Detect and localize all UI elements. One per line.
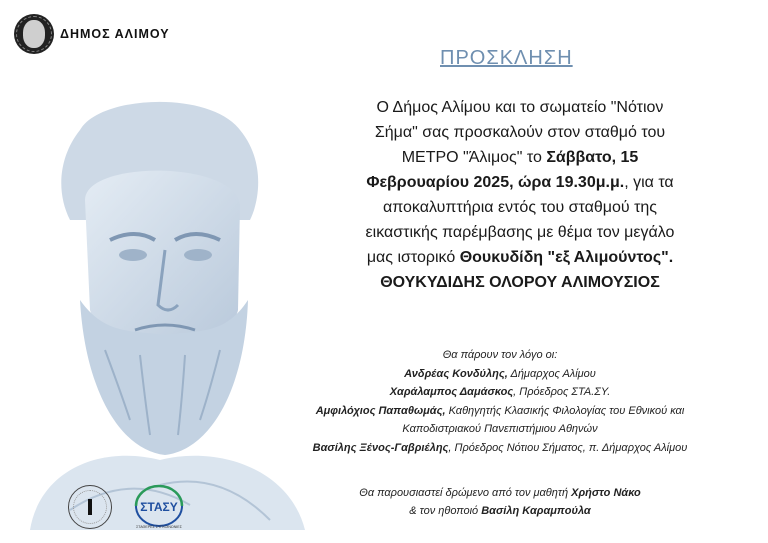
performance-text: & τον ηθοποιό bbox=[409, 505, 482, 517]
speaker-name: Αμφιλόχιος Παπαθωμάς, bbox=[315, 404, 446, 417]
speaker-name: Ανδρέας Κονδύλης, bbox=[404, 367, 508, 380]
performer-name: Βασίλη Καραμπούλα bbox=[481, 505, 591, 517]
invitation-text: , για τα bbox=[624, 174, 674, 191]
invitation-line: εικαστικής παρέμβασης με θέμα τον μεγάλο bbox=[365, 224, 675, 241]
stasy-logo bbox=[132, 484, 186, 530]
municipality-logo bbox=[14, 14, 170, 54]
invitation-text: μας ιστορικό bbox=[366, 249, 460, 266]
inscription: ΘΟΥΚΥΔΙΔΗΣ ΟΛΟΡΟΥ ΑΛΙΜΟΥΣΙΟΣ bbox=[380, 274, 660, 291]
speaker-row bbox=[250, 402, 750, 421]
performance-line bbox=[300, 484, 700, 502]
performance-note bbox=[300, 484, 700, 520]
invitation-title: ΠΡΟΣΚΛΗΣΗ bbox=[440, 47, 573, 69]
invitation-line bbox=[300, 270, 740, 295]
invitation-body bbox=[300, 95, 740, 295]
municipality-name: ΔΗΜΟΣ ΑΛΙΜΟΥ bbox=[60, 27, 170, 41]
invitation-line bbox=[300, 145, 740, 170]
invitation-line bbox=[300, 245, 740, 270]
subject-name: Θουκυδίδη "εξ Αλιμούντος". bbox=[459, 249, 674, 266]
invitation-line: Ο Δήμος Αλίμου και το σωματείο "Νότιον bbox=[376, 99, 664, 116]
event-date-time: Φεβρουαρίου 2025, ώρα 19.30μ.μ. bbox=[366, 174, 625, 191]
speaker-role-continued: Καποδιστριακού Πανεπιστήμιου Αθηνών bbox=[402, 423, 598, 435]
speaker-role: Καθηγητής Κλασικής Φιλολογίας του Εθνικού και bbox=[445, 404, 685, 417]
speaker-row bbox=[250, 365, 750, 384]
speakers-intro: Θα πάρουν τον λόγο οι: bbox=[442, 349, 558, 361]
association-seal-icon bbox=[68, 485, 112, 529]
speakers-list bbox=[250, 346, 750, 457]
speaker-name: Βασίλης Ξένος-Γαβριέλης bbox=[312, 441, 449, 454]
performance-text: Θα παρουσιαστεί δρώμενο από τον μαθητή bbox=[359, 487, 572, 499]
speaker-role: Δήμαρχος Αλίμου bbox=[507, 367, 596, 380]
thucydides-bust-illustration bbox=[10, 90, 310, 530]
speaker-role: , Πρόεδρος ΣΤΑ.ΣΥ. bbox=[513, 386, 611, 398]
event-date: Σάββατο, 15 bbox=[546, 149, 639, 166]
invitation-text: ΜΕΤΡΟ "Άλιμος" το bbox=[401, 149, 547, 166]
invitation-line: Σήμα" σας προσκαλούν στον σταθμό του bbox=[374, 124, 666, 141]
performer-name: Χρήστο Νάκο bbox=[571, 487, 641, 499]
invitation-line: αποκαλυπτήρια εντός του σταθμού της bbox=[382, 199, 658, 216]
stasy-logo-subtitle: ΣΤΑΘΕΡΕΣ ΣΥΓΚΟΙΝΩΝΙΕΣ bbox=[136, 525, 182, 529]
speaker-name: Χαράλαμπος Δαμάσκος bbox=[389, 386, 514, 398]
performance-line bbox=[300, 502, 700, 520]
invitation-line bbox=[300, 170, 740, 195]
speaker-row bbox=[250, 383, 750, 402]
stasy-logo-text: ΣΤΑΣΥ bbox=[140, 500, 178, 514]
speaker-row bbox=[250, 439, 750, 458]
speaker-role: , Πρόεδρος Νότιου Σήματος, π. Δήμαρχος Αλίμου bbox=[448, 441, 688, 454]
municipality-emblem-icon bbox=[14, 14, 54, 54]
